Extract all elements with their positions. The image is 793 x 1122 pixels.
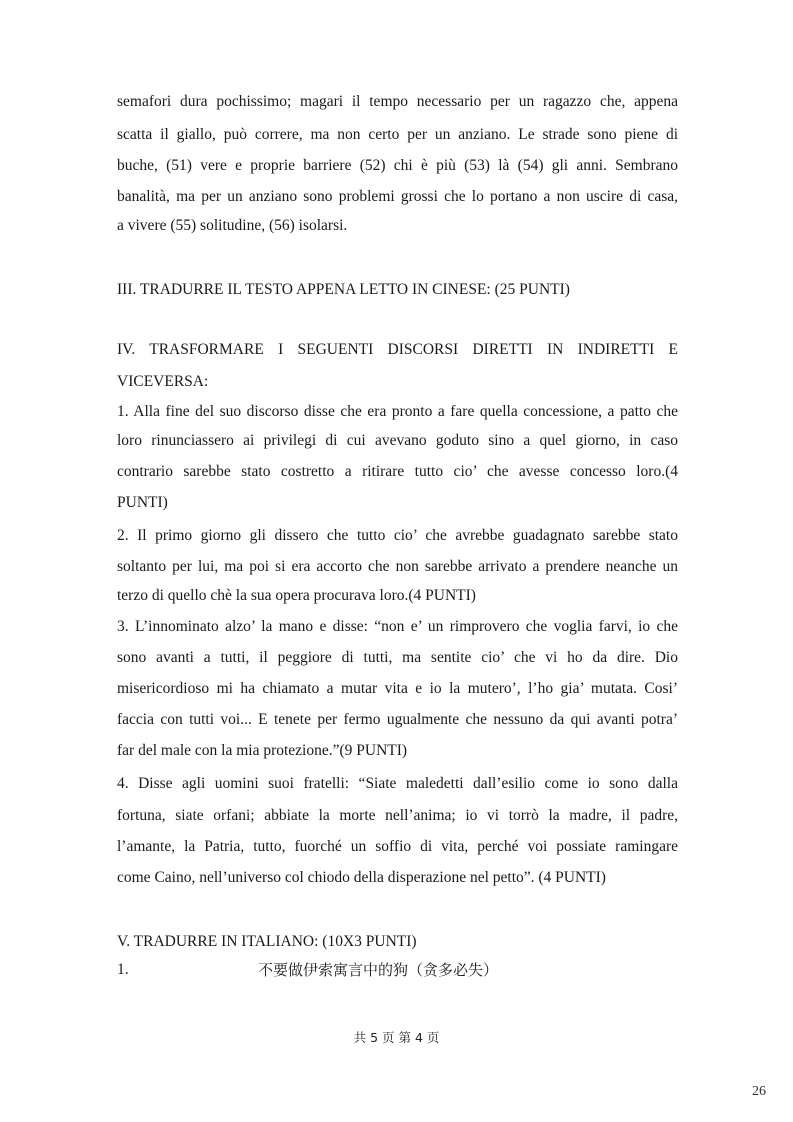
exercise-line: faccia con tutti voi... E tenete per fermo ugualmente che nessuno da qui avanti potra’: [117, 711, 678, 728]
section-4-heading: IV. TRASFORMARE I SEGUENTI DISCORSI DIRETTI IN INDIRETTI E: [117, 341, 678, 358]
exercise-line: terzo di quello chè la sua opera procurava loro.(4 PUNTI): [117, 587, 476, 604]
passage-line: semafori dura pochissimo; magari il tempo necessario per un ragazzo che, appena: [117, 93, 678, 110]
exercise-line: contrario sarebbe stato costretto a ritirare tutto cio’ che avesse concesso loro.(4: [117, 463, 678, 480]
exercise-line: 4. Disse agli uomini suoi fratelli: “Siate maledetti dall’esilio come io sono dalla: [117, 775, 678, 792]
exercise-line: misericordioso mi ha chiamato a mutar vita e io la mutero’, l’ho gia’ mutata. Cosi’: [117, 680, 678, 697]
exercise-line: come Caino, nell’universo col chiodo della disperazione nel petto”. (4 PUNTI): [117, 869, 606, 886]
translation-item-text: 不要做伊索寓言中的狗（贪多必失）: [258, 961, 499, 979]
passage-line: a vivere (55) solitudine, (56) isolarsi.: [117, 217, 348, 234]
exercise-line: 2. Il primo giorno gli dissero che tutto cio’ che avrebbe guadagnato sarebbe stato: [117, 527, 678, 544]
exercise-line: far del male con la mia protezione.”(9 PUNTI): [117, 742, 408, 759]
passage-line: buche, (51) vere e proprie barriere (52) chi è più (53) là (54) gli anni. Sembrano: [117, 157, 678, 174]
exercise-line: sono avanti a tutti, il peggiore di tutti, ma sentite cio’ che vi ho da dire. Dio: [117, 649, 678, 666]
exercise-line: loro rinunciassero ai privilegi di cui avevano goduto sino a quel giorno, in caso: [117, 432, 678, 449]
passage-line: banalità, ma per un anziano sono problemi grossi che lo portano a non uscire di casa,: [117, 188, 678, 205]
section-4-heading: VICEVERSA:: [117, 373, 209, 390]
page-footer: 共 5 页 第 4 页: [353, 1030, 440, 1045]
section-3-heading: III. TRADURRE IL TESTO APPENA LETTO IN CINESE: (25 PUNTI): [117, 281, 570, 298]
exercise-line: fortuna, siate orfani; abbiate la morte nell’anima; io vi torrò la madre, il padre,: [117, 807, 678, 824]
exercise-line: l’amante, la Patria, tutto, fuorché un soffio di vita, perché voi possiate ramingare: [117, 838, 678, 855]
translation-item-number: 1.: [117, 961, 129, 978]
exercise-line: soltanto per lui, ma poi si era accorto che non sarebbe arrivato a prendere neanche un: [117, 558, 678, 575]
passage-line: scatta il giallo, può correre, ma non certo per un anziano. Le strade sono piene di: [117, 126, 678, 143]
exercise-line: PUNTI): [117, 494, 168, 511]
exercise-line: 1. Alla fine del suo discorso disse che era pronto a fare quella concessione, a patto che: [117, 403, 678, 420]
exercise-line: 3. L’innominato alzo’ la mano e disse: “non e’ un rimprovero che voglia farvi, io che: [117, 618, 678, 635]
page-number: 26: [752, 1084, 766, 1099]
section-5-heading: V. TRADURRE IN ITALIANO: (10X3 PUNTI): [117, 933, 417, 950]
